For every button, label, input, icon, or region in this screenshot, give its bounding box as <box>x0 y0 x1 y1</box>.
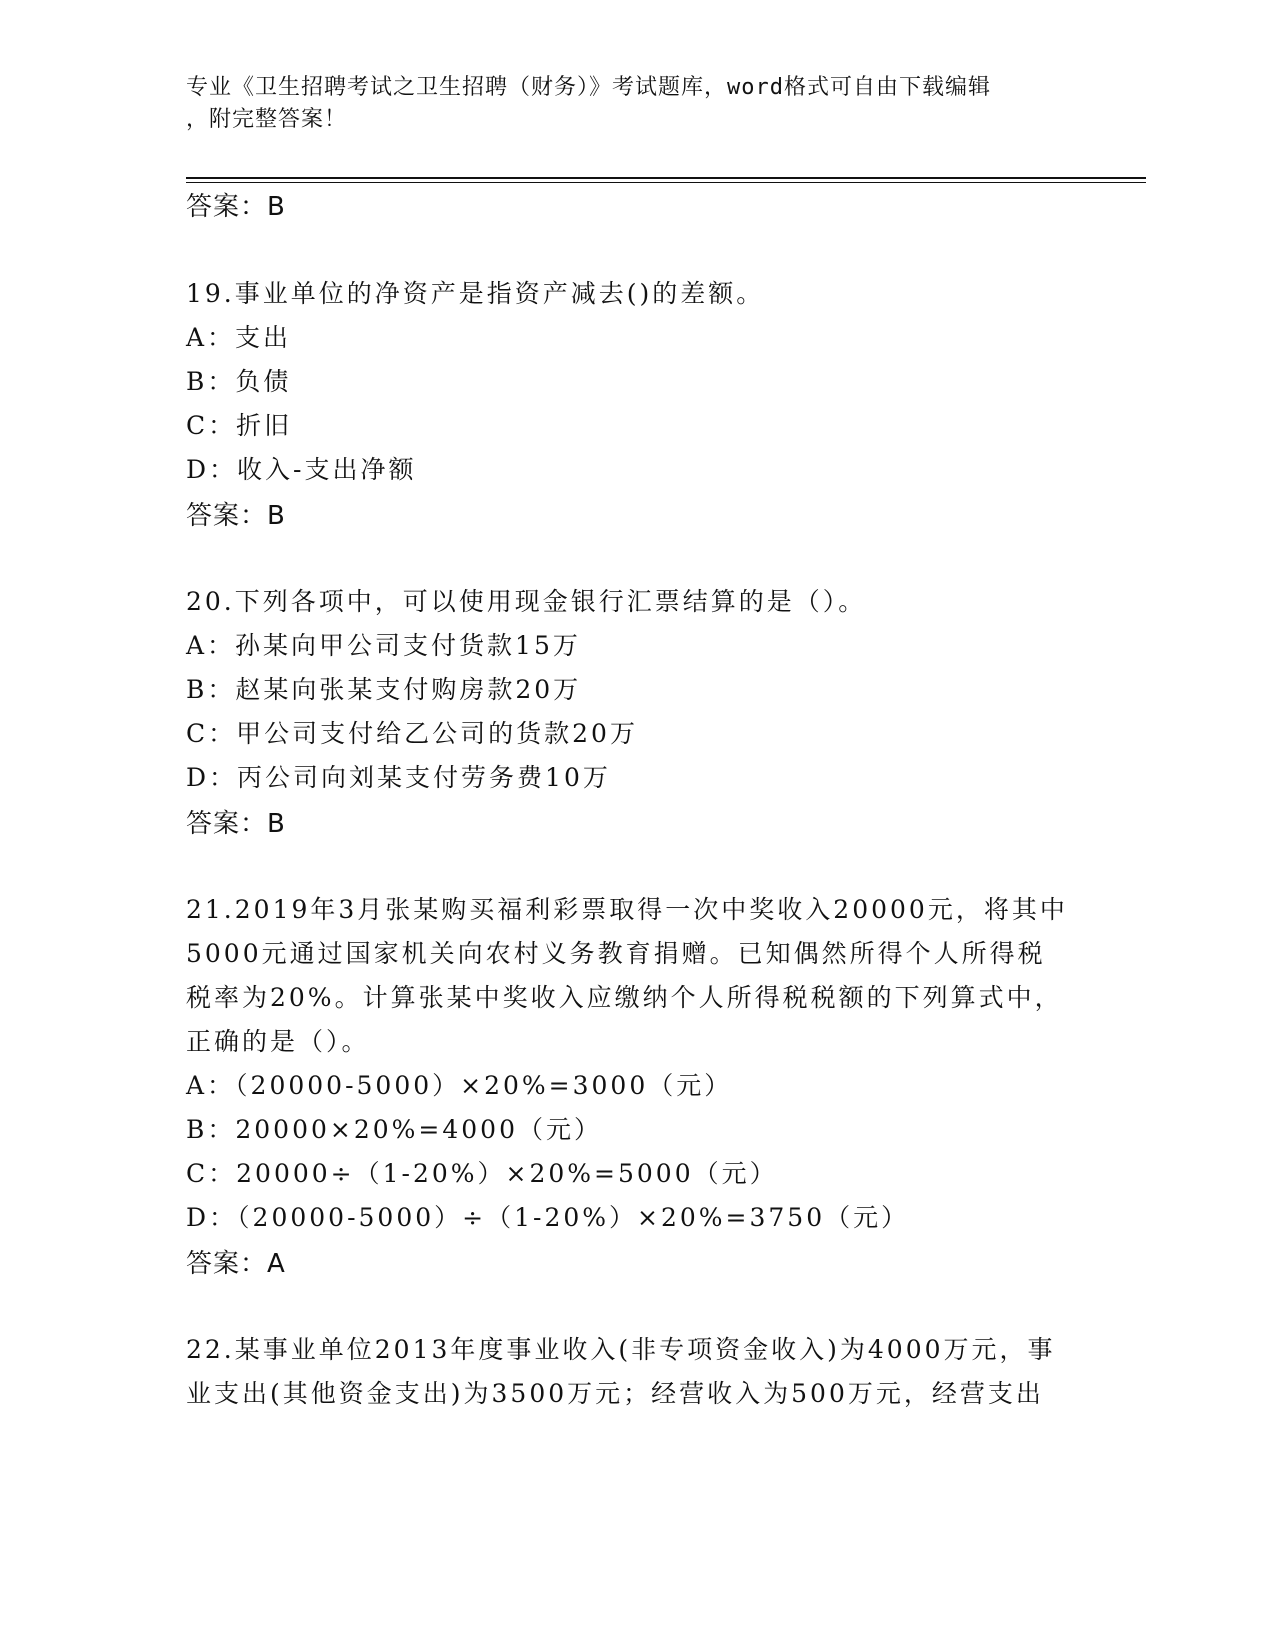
question-19-option-b: B：负债 <box>186 367 292 396</box>
question-20-option-b: B：赵某向张某支付购房款20万 <box>186 675 582 704</box>
question-19-option-c: C：折旧 <box>186 411 293 440</box>
question-21-option-b: B：20000×20%=4000（元） <box>186 1115 602 1144</box>
header-line-2: ，附完整答案！ <box>186 107 348 132</box>
question-21-stem-line-3: 税率为20%。计算张某中奖收入应缴纳个人所得税税额的下列算式中， <box>186 983 1063 1012</box>
question-20-option-a: A：孙某向甲公司支付货款15万 <box>186 631 581 660</box>
answer-19: 答案：B <box>186 501 286 531</box>
document-header <box>186 72 1086 136</box>
question-22-stem-line-1: 22.某事业单位2013年度事业收入(非专项资金收入)为4000万元，事 <box>186 1335 1056 1364</box>
question-21-option-a: A：（20000-5000）×20%=3000（元） <box>186 1071 733 1100</box>
question-19-option-a: A：支出 <box>186 323 292 352</box>
question-21-option-c: C：20000÷（1-20%）×20%=5000（元） <box>186 1159 778 1188</box>
header-line-1: 专业《卫生招聘考试之卫生招聘（财务）》考试题库，word格式可自由下载编辑 <box>186 75 991 100</box>
question-21-stem-line-4: 正确的是（）。 <box>186 1027 370 1056</box>
question-19-stem: 19.事业单位的净资产是指资产减去()的差额。 <box>186 279 765 308</box>
question-20-stem: 20.下列各项中，可以使用现金银行汇票结算的是（）。 <box>186 587 867 616</box>
answer-18: 答案：B <box>186 192 286 222</box>
header-rule-thin <box>186 182 1146 183</box>
question-19-option-d: D：收入-支出净额 <box>186 455 417 484</box>
question-22-stem-line-2: 业支出(其他资金支出)为3500万元；经营收入为500万元，经营支出 <box>186 1379 1044 1408</box>
question-21-stem-line-2: 5000元通过国家机关向农村义务教育捐赠。已知偶然所得个人所得税 <box>186 939 1046 968</box>
question-21-option-d: D：（20000-5000）÷（1-20%）×20%=3750（元） <box>186 1203 910 1232</box>
answer-21: 答案：A <box>186 1249 286 1279</box>
answer-20: 答案：B <box>186 809 286 839</box>
question-20-option-c: C：甲公司支付给乙公司的货款20万 <box>186 719 638 748</box>
question-21-stem-line-1: 21.2019年3月张某购买福利彩票取得一次中奖收入20000元，将其中 <box>186 895 1068 924</box>
question-20-option-d: D：丙公司向刘某支付劳务费10万 <box>186 763 611 792</box>
header-rule <box>186 177 1146 179</box>
